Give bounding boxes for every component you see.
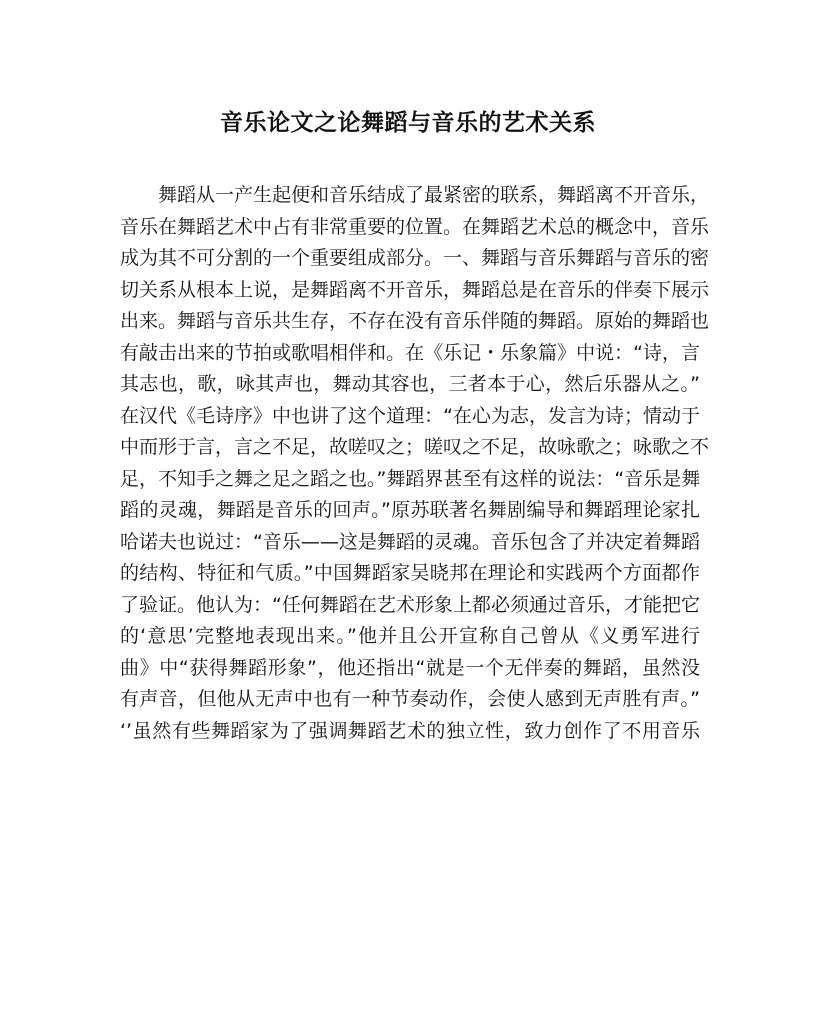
body-line-10: 足，不知手之舞之足之蹈之也。”舞蹈界甚至有这样的说法：“音乐是舞 — [120, 467, 701, 490]
body-line-11: 蹈的灵魂，舞蹈是音乐的回声。”原苏联著名舞剧编导和舞蹈理论家扎 — [120, 499, 700, 521]
body-line-3: 成为其不可分割的一个重要组成部分。一、舞蹈与音乐舞蹈与音乐的密 — [120, 247, 710, 269]
body-line-18: ‘’虽然有些舞蹈家为了强调舞蹈艺术的独立性，致力创作了不用音乐 — [120, 719, 700, 742]
body-line-7: 其志也，歌，咏其声也，舞动其容也，三者本于心，然后乐器从之。” — [120, 373, 700, 395]
body-line-2: 音乐在舞蹈艺术中占有非常重要的位置。在舞蹈艺术总的概念中，音乐 — [120, 215, 710, 238]
body-line-9: 中而形于言，言之不足，故嗟叹之；嗟叹之不足，故咏歌之；咏歌之不 — [120, 436, 710, 458]
body-line-4: 切关系从根本上说，是舞蹈离不开音乐，舞蹈总是在音乐的伴奏下展示 — [120, 278, 710, 301]
body-line-6: 有敲击出来的节拍或歌唱相伴和。在《乐记・乐象篇》中说：“诗，言 — [120, 341, 700, 364]
body-line-12: 哈诺夫也说过：“音乐——这是舞蹈的灵魂。音乐包含了并决定着舞蹈 — [120, 530, 700, 553]
body-line-13: 的结构、特征和气质。”中国舞蹈家吴晓邦在理论和实践两个方面都作 — [120, 562, 700, 584]
body-line-15: 的‘意思’完整地表现出来。”他并且公开宣称自己曾从《义勇军进行 — [120, 625, 700, 647]
body-line-16: 曲》中“获得舞蹈形象”，他还指出“就是一个无伴奏的舞蹈，虽然没 — [120, 656, 700, 679]
body-line-1: 舞蹈从一产生起便和音乐结成了最紧密的联系，舞蹈离不开音乐， — [158, 184, 710, 206]
body-line-5: 出来。舞蹈与音乐共生存，不存在没有音乐伴随的舞蹈。原始的舞蹈也 — [120, 310, 710, 332]
body-line-8: 在汉代《毛诗序》中也讲了这个道理：“在心为志，发言为诗；情动于 — [120, 404, 700, 427]
body-line-17: 有声音，但他从无声中也有一种节奏动作，会使人感到无声胜有声。” — [120, 688, 700, 710]
document-title: 音乐论文之论舞蹈与音乐的艺术关系 — [220, 109, 596, 136]
body-line-14: 了验证。他认为：“任何舞蹈在艺术形象上都必须通过音乐，才能把它 — [120, 593, 700, 616]
document-body — [120, 180, 710, 747]
